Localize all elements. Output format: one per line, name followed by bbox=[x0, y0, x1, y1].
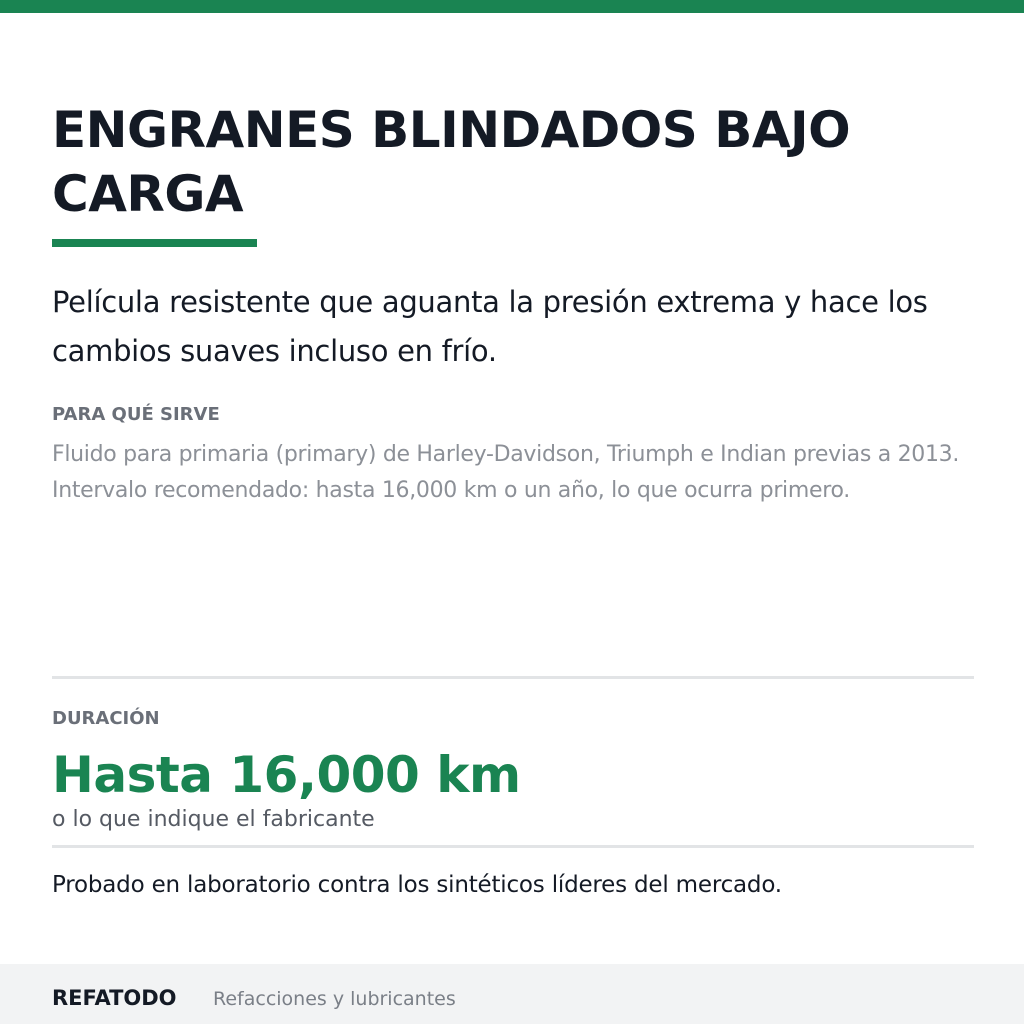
duration-heading: DURACIÓN bbox=[52, 708, 160, 729]
divider-top bbox=[52, 676, 974, 679]
lab-claim: Probado en laboratorio contra los sintéticos líderes del mercado. bbox=[52, 872, 782, 898]
duration-note: o lo que indique el fabricante bbox=[52, 807, 375, 832]
page-subtitle: Película resistente que aguanta la presión extrema y hace los cambios suaves incluso en frío. bbox=[52, 285, 928, 368]
brand-name: REFATODO bbox=[52, 986, 177, 1010]
title-underline bbox=[52, 239, 257, 247]
duration-value: Hasta 16,000 km bbox=[52, 746, 521, 804]
usage-heading: PARA QUÉ SIRVE bbox=[52, 404, 220, 425]
page-title: ENGRANES BLINDADOS BAJO CARGA bbox=[52, 101, 851, 223]
top-accent-bar bbox=[0, 0, 1024, 13]
divider-bottom bbox=[52, 845, 974, 848]
usage-description: Fluido para primaria (primary) de Harley-Davidson, Triumph e Indian previas a 2013. Intervalo recomendado: hasta 16,000 km o un año, lo que ocurra primero. bbox=[52, 442, 960, 503]
brand-tagline: Refacciones y lubricantes bbox=[213, 988, 456, 1010]
